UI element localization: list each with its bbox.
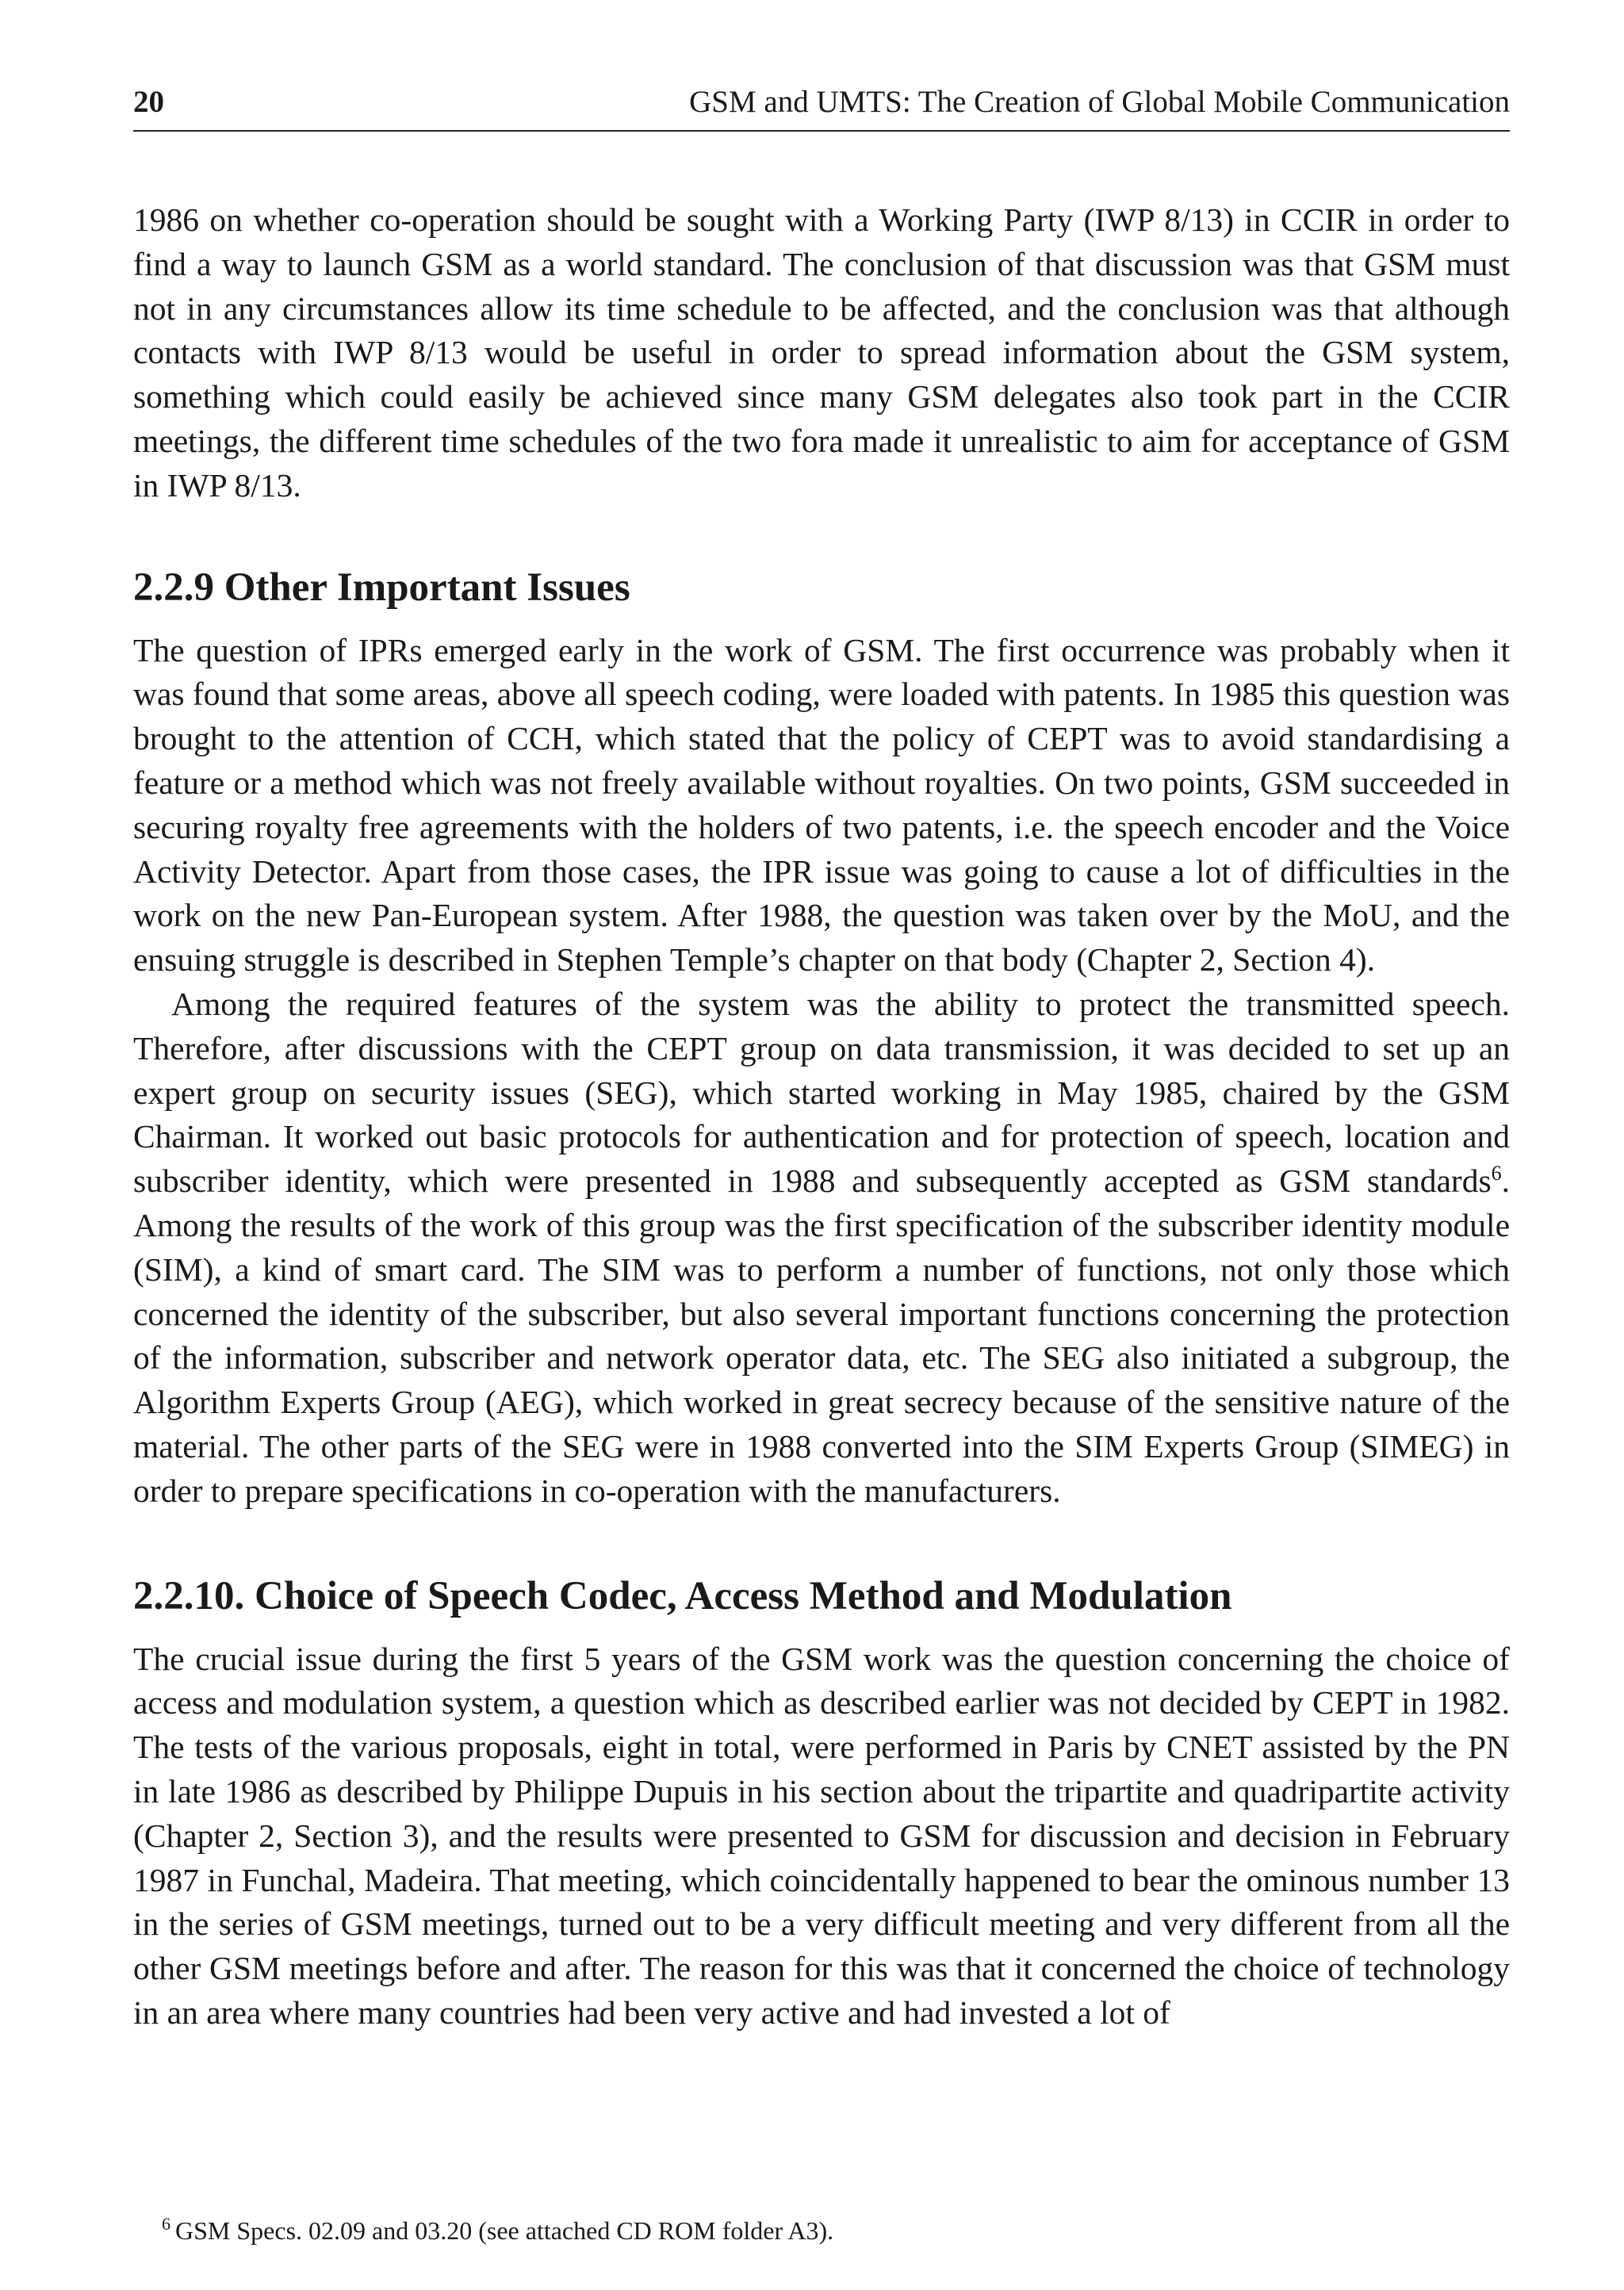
- section-heading-2-2-10: 2.2.10. Choice of Speech Codec, Access Method and Modulation: [133, 1573, 1232, 1618]
- paragraph-intro: 1986 on whether co-operation should be sought with a Working Party (IWP 8/13) in CCIR in order to find a way to launch GSM as a world standard. The conclusion of that discussion was that GSM must not in any circumstances allow its time schedule to be affected, and the conclusion was that although contacts with IWP 8/13 would be useful in order to spread information about the GSM system, something which could easily be achieved since many GSM delegates also took part in the CCIR meetings, the different time schedules of the two fora made it unrealistic to aim for acceptance of GSM in IWP 8/13.: [133, 201, 1510, 504]
- section-heading-2-2-9: 2.2.9 Other Important Issues: [133, 565, 630, 610]
- footnote: [162, 2215, 1510, 2246]
- paragraph-security: [133, 982, 1510, 1514]
- footnote-reference[interactable]: 6: [1491, 1162, 1502, 1185]
- running-header: [133, 84, 1510, 132]
- paragraph-security-part1: Among the required features of the system was the ability to protect the transmitted speech. Therefore, after discussions with the CEPT group on data transmission, it was decided to set up an expert group on security issues (SEG), which started working in May 1985, chaired by the GSM Chairman. It worked out basic protocols for authentication and for protection of speech, location and subscriber identity, which were presented in 1988 and subsequently accepted as GSM standards: [133, 985, 1510, 1200]
- footnote-text: GSM Specs. 02.09 and 03.20 (see attached CD ROM folder A3).: [175, 2216, 834, 2245]
- paragraph-ipr: The question of IPRs emerged early in the work of GSM. The first occurrence was probably when it was found that some areas, above all speech coding, were loaded with patents. In 1985 this question was brought to the attention of CCH, which stated that the policy of CEPT was to avoid standardising a feature or a method which was not freely available without royalties. On two points, GSM succeeded in securing royalty free agreements with the holders of two patents, i.e. the speech encoder and the Voice Activity Detector. Apart from those cases, the IPR issue was going to cause a lot of difficulties in the work on the new Pan-European system. After 1988, the question was taken over by the MoU, and the ensuing struggle is described in Stephen Temple’s chapter on that body (Chapter 2, Section 4).: [133, 631, 1510, 978]
- paragraph-security-part2: . Among the results of the work of this group was the first specification of the subscriber identity module (SIM), a kind of smart card. The SIM was to perform a number of functions, not only those which concerned the identity of the subscriber, but also several important functions concerning the protection of the information, subscriber and network operator data, etc. The SEG also initiated a subgroup, the Algorithm Experts Group (AEG), which worked in great secrecy because of the sensitive nature of the material. The other parts of the SEG were in 1988 converted into the SIM Experts Group (SIMEG) in order to prepare specifications in co-operation with the manufacturers.: [133, 1162, 1510, 1509]
- paragraph-speech-codec: The crucial issue during the first 5 years of the GSM work was the question concerning the choice of access and modulation system, a question which as described earlier was not decided by CEPT in 1982. The tests of the various proposals, eight in total, were performed in Paris by CNET assisted by the PN in late 1986 as described by Philippe Dupuis in his section about the tripartite and quadripartite activity (Chapter 2, Section 3), and the results were presented to GSM for discussion and decision in February 1987 in Funchal, Madeira. That meeting, which coincidentally happened to bear the ominous number 13 in the series of GSM meetings, turned out to be a very difficult meeting and very different from all the other GSM meetings before and after. The reason for this was that it concerned the choice of technology in an area where many countries had been very active and had invested a lot of: [133, 1640, 1510, 2031]
- page-number: 20: [133, 85, 164, 119]
- footnote-number: 6: [162, 2214, 170, 2234]
- running-title: GSM and UMTS: The Creation of Global Mobile Communication: [689, 85, 1510, 119]
- body-text: [133, 198, 1510, 2035]
